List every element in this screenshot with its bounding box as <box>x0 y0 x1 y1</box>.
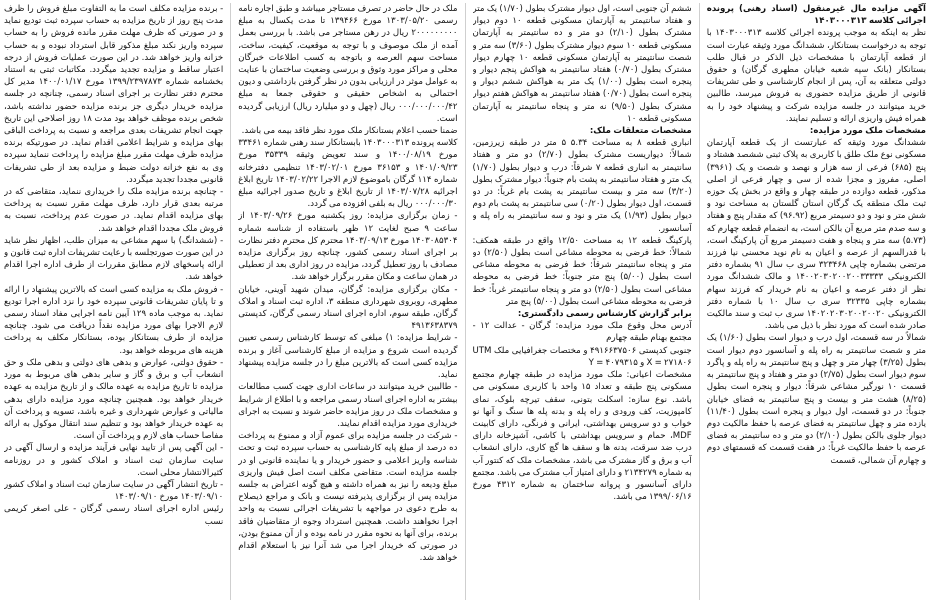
section-heading: مشخصات متعلقات ملک: <box>589 126 692 137</box>
notice-paragraph: ششم آن جنوبی است، اول دیوار مشترک بطول (۱/۷۰) یک متر و هفتاد سانتیمتر به آپارتمان مسکونی قطعه ۱۰ دوم دیوار مشترک بطول (۲/۱۰) دو متر و ده سانتیمتر به آپارتمان مسکونی قطعه ۱۰ سوم دیوار مشترک بطول (۳/۶۰) سه متر و شصت سانتیمتر به آپارتمان مسکونی قطعه ۱۰ چهارم دیوار مشترک بطول (۰/۷۰) هفتاد سانتیمتر به هواکش پنجم دیوار و پنجره است بطول (۱/۰۰) یک متر به هواکش ششم دیوار و پنجره است بطول (۰/۷۰) هفتاد سانتیمتر به هواکش هفتم دیوار مشترک بطول (۹/۵۰) نه متر و پنجاه سانتیمتر به آپارتمان مسکونی قطعه ۱۰ <box>472 4 692 124</box>
notice-paragraph: - زمان برگزاری مزایده: روز یکشنبه مورخ ۱۴۰۳/۰۹/۲۶ از ساعت ۹ صبح لغایت ۱۲ ظهر باستفاده از شناسه شماره ۱۴۰۳۰۸۵۳۰۴ مورخ ۱۴۰۳/۰۹/۱۳ محترم کل محترم دفتر نظارت بر اجرای اسناد رسمی کشور، چنانچه روز برگزاری مزایده مصادف با روز تعطیل گردد، مزایده در روز اداری بعد از تعطیلی در همان ساعت و مکان مقرر برگزار خواهد شد. <box>238 211 458 283</box>
notice-paragraph: انباری قطعه ۸ به مساحت ۵.۳۴ ۵ متر در طبقه زیرزمین، شمالاً: دیواریست مشترک بطول (۲/۷۰) دو متر و هفتاد سانتیمتر به انباری قطعه ۷ شرقاً: درب و دیوار بطول (۱/۷۰) یک متر و هفتاد سانتیمتر به پشت بام جنوباً: دیوار مشترک بطول (۳/۲۰) سه متر و بیست سانتیمتر به پشت بام غرباً: در دو قسمت، اول دیوار بطول (۰/۲۰) سی سانتیمتر به پشت بام دوم دیوار بطول (۱/۹۳) یک متر و نود و سه سانتیمتر به راه پله و آسانسور. <box>472 138 692 234</box>
notice-column-3 <box>238 3 457 600</box>
column-divider <box>230 3 231 600</box>
notice-paragraph: - چنانچه برنده مزایده ملک را خریداری ننماید، متقاضی که در مرتبه بعدی قرار دارد، ظرف مهلت مقرر نسبت به پرداخت بهای مزایده اقدام نماید. در صورت عدم پرداخت، نسبت به فروش ملک مجددا اقدام خواهد شد. <box>4 187 224 234</box>
notice-paragraph: - فروش ملک به مزایده کسی است که بالاترین پیشنهاد را ارائه و تا پایان تشریفات قانونی سپرده خود را نزد اداره اجرا تودیع نماید. به موجب ماده ۱۲۹ آیین نامه اجرایی مفاد اسناد رسمی لازم الاجرا بهای مورد مزایده نقداً دریافت می شود. چنانچه مزایده از طرف بستانکار بوده، بستانکار مکلف به پرداخت هزینه های مربوطه خواهد بود. <box>4 284 224 356</box>
notice-paragraph: ششدانگ مورد وثیقه که عبارتست از یک قطعه آپارتمان مسکونی نوع ملک طلق با کاربری به پلاک ثبتی ششصد هشتاد و پنج (۶۸۵) فرعی از سه هزار و نهصد و شصت و یک (۳۹۶۱) اصلی، مفروز و مجزا شده از سی و چهار فرعی از اصلی مذکور، قطعه دوازده در طبقه چهار و واقع در بخش یک حوزه ثبت ملک منطقه یک گرگان استان گلستان به مساحت نود و شش متر و نود و دو دسیمتر مربع (۹۶.۹۲) که مقدار پنج و هفتاد و سه صدم متر مربع آن بالکن است، به انضمام قطعه چهارم که (۵.۷۳) سه متر و پنجاه و هفت دسیمتر مربع آن پارکینگ است، با قدرالسهم از عرصه و اعیان به نام نوید محسنی نیا فرزند مرتضی بشماره چاپی ۳۲۳۴۶۸ سری ب سال ۹۱ بشماره دفتر الکترونیکی ۱۴۰۰۲۰۳۰۲۰۰۲۰۰۳۳۳۳۳ و مالک ششدانگ مورد نظر از دفتر عرصه و اعیان به نام خریدار که فرزند سهام بشماره چاپی ۳۲۳۳۵ سری ب سال ۱۰ با شماره دفتر الکترونیکی ۱۴۰۲۰۲۰۳۰۲۰۰۲۰۰۲۰ سری ب ثبت و سند مالکیت صادر شده است که مورد نظر با ذیل می باشد. <box>706 138 926 332</box>
notice-title: آگهی مزایده مال غیرمنقول (اسناد رهنی) پرونده اجرائی کلاسه ۱۴۰۳۰۰۰۳۱۳ <box>706 4 926 27</box>
notice-paragraph: کلاسه پرونده ۱۴۰۳۰۰۰۳۱۳ بابستانکار سند رهنی شماره ۳۳۴۶۱ مورخ ۱۴۰۰/۰۸/۱۹ و سند تعویض وثیقه ۳۵۳۳۹ مورخ ۱۴۰۱/۰۹/۲۳ و ۳۶۱۵۳ مورخ ۱۴۰۳/۰۲/۰۱ تنظیمی دفترخانه شماره ۱۱۴ گرگان باموضوع لازم الاجرا ۱۴۰۳/۰۲/۲۲ تاریخ ابلاغ اجرائیه ۱۴۰۳/۰۷/۲۸ از تاریخ ابلاغ و تاریخ صدور اجرائیه مبلغ ۰۰۰/۰۰۰/۳۰ ریال به بلفی افزوده می گردد. <box>238 138 458 210</box>
notice-column-4 <box>4 3 223 600</box>
notice-paragraph: شمالاً در سه قسمت، اول درب و دیوار است بطول (۱/۶۰) یک متر و شصت سانتیمتر به راه پله و آسانسور دوم دیوار است بطول (۳/۲۵) چهار متر و چهل و پنج سانتیمتر به راه پله و پاگرد سوم دیوار است بطول (۲/۷۵) دو متر و هفتاد و پنج سانتیمتر به قسمت ۱۰ نورگیر مشاعی شرقاً: دیوار و پنجره است بطول (۸/۲۵) هشت متر و بیست و پنج سانتیمتر به فضای خیابان جنوباً: در دو قسمت، اول دیوار و پنجره است بطول (۱۱/۴۰) یازده متر و چهل سانتیمتر به فضای عرصه با حفظ مالکیت دوم دیوار جلوی بالکن بطول (۲/۱۰) دو متر و ده سانتیمتر به فضای عرصه با حفظ مالکیت غرباً: در هفت قسمت که قسمتهای دوم و چهارم آن شمالی، قسمت <box>706 333 926 466</box>
notice-signature: رئیس اداره اجرای اسناد رسمی گرگان - علی اصغر کریمی نسب <box>4 504 224 527</box>
notice-paragraph: - برنده مزایده مکلف است ما به التفاوت مبلغ فروش را ظرف مدت پنج روز از تاریخ مزایده به حساب سپرده ثبت تودیع نماید و در صورتی که ظرف مهلت مقرر مانده فروش را به حساب سپرده واریز نکند مبلغ مذکور قابل استرداد نبوده و به حساب خزانه واریز خواهد شد. در این صورت عملیات فروش از درجه اعتبار ساقط و مزایده تجدید میگردد. مکاتبات ثبتی به استناد بخشنامه شماره ۱۳۹۹/۲۳۹۷۸۷۳ مورخ ۱۴۰۰/۰۱/۱۷ مدیر کل محترم دفتر نظارت بر اجرای اسناد رسمی، چنانچه در جلسه مزایده خریدار دیگری جز برنده مزایده حضور نداشته باشد، شخص برنده موظف خواهد بود مدت ۱۸ روز اصلاحی این تاریخ جهت انجام تشریفات بعدی مراجعه و نسبت به پرداخت الباقی بهای مزایده و شرایط اعلامی اقدام نماید. در صورتیکه برنده مزایده ظرف مهلت مقرر مبلغ مزایده را پرداخت ننماید سپرده وی به نفع خزانه دولت ضبط و مزایده بعد از طی تشریفات قانونی مجددا تجدید میگردد. <box>4 4 224 185</box>
column-divider <box>699 3 700 600</box>
notice-intro: نظر به اینکه به موجب پرونده اجرائی کلاسه ۱۴۰۳۰۰۰۳۱۳ با توجه به درخواست بستانکار، ششدانگ مورد وثیقه عبارت است از قطعه آپارتمان با مشخصات ذیل الذکر در قبال طلب بستانکار (بانک سپه شعبه خیابان مطهری گرگان) و حقوق دولتی متعلقه به آن، پس از انجام کارشناسی و طی تشریفات قانونی از طریق مزایده حضوری به فروش میرسد، طالبین خرید میتوانند در جلسه مزایده شرکت و پیشنهاد خود را به همراه فیش واریزی ارائه و تسلیم نمایند. <box>706 28 926 124</box>
section-heading: مشخصات ملک مورد مزایده: <box>809 126 926 137</box>
notice-paragraph: - شرایط مزایده: ۱) مبلغی که توسط کارشناس رسمی تعیین گردیده است شروع و مزایده از مبلغ کارشناسی آغاز و برنده مزایده کسی است که بالاترین مبلغ را در جلسه مزایده پیشنهاد نماید. <box>238 333 458 381</box>
notice-paragraph: - این آگهی پس از تایید نهایی فرآیند مزایده و ارسال آگهی در سایت سازمان ثبت اسناد و املاک کشور و در روزنامه کثیرالانتشار محلی است. <box>4 443 224 478</box>
notice-paragraph: - شرکت در جلسه مزایده برای عموم آزاد و ممنوع به پرداخت ده درصد از مبلغ پایه کارشناسی به حساب سپرده ثبت و تحت شناسه واریز اعلامی و حضور خریدار و یا نماینده قانونی او در جلسه مزایده است. متقاضی مکلف است اصل فیش واریزی مبلغ ودیعه را نیز به همراه داشته و هیچ گونه اعتراض به جلسه مزایده پس از برگزاری پذیرفته نیست و بانک و مراجع ذیصلاح به طرح دعوی در مواجهه با تشریفات اجرائی نسبت به واحد اجرا نخواهند داشت. همچنین استرداد وجوه از متقاضیان فاقد برنده، برای آنها به نحوه مقرر در نامه بوده و از آن ممنوع بودن، در صورتی که خریدار اجرا می شد آنرا نیز با استعلام اقدام خواهد شد. <box>238 431 458 564</box>
notice-paragraph: - طالبین خرید میتوانند در ساعات اداری جهت کسب مطالعات بیشتر به اداره اجرای اسناد رسمی مراجعه و با اطلاع از شرایط و مشخصات ملک در روز مزایده حاضر شوند و نسبت به اجرای خریداری مورد مزایده اقدام نمایند. <box>238 382 458 429</box>
notice-paragraph: ملک در حال حاضر در تصرف مستاجر میباشد و طبق اجاره نامه رسمی ۱۳۰۳/۰۵/۲۰ مورخ ۱۳۹۴۶۶ تا مدت یکسال به مبلغ ۲۰۰۰۰۰۰۰۰۰ ریال در رهن مستاجر می باشد. با بررسی بعمل آمده از ملک موصوف و با توجه به موقعیت، کیفیت، ساخت، مساحت سهم العرصه و باتوجه به کسب اطلاعات خبرگان محلی و مراکز مورد وثوق و بررسی وضعیت ساختمان با عنایت به عوامل موثر در ارزیابی بدون در نظر گرفتن بازداشتی و دیون احتمالی به اشخاص حقیقی و حقوقی جمعا به مبلغ ۰۰۰/۰۰۰/۰۰۰/۴۲ ریال (چهل و دو میلیارد ریال) ارزیابی گردیده است. <box>238 4 458 124</box>
notice-paragraph: آدرس محل وقوع ملک مورد مزایده: گرگان - عدالت ۱۲ - مجتمع بهنام طبقه چهارم <box>472 321 692 344</box>
notice-paragraph: ضمنا حسب اعلام بستانکار ملک مورد نظر فاقد بیمه می باشد. <box>241 126 458 137</box>
column-divider <box>465 3 466 600</box>
notice-paragraph: - تاریخ انتشار آگهی در سایت سازمان ثبت اسناد و املاک کشور ۱۴۰۳/۰۹/۱۰ مورخ ۱۴۰۳/۰۹/۱۰ <box>4 479 224 503</box>
notice-column-2 <box>473 3 692 600</box>
notice-column-1 <box>707 3 926 600</box>
notice-paragraph: - (ششدانگ) با سهم مشاعی به میزان طلب، اظهار نظر شاید در این صورت صورتجلسه با رعایت تشریفات اداره ثبت قانون و ارائه پاسخهای لازم مطابق مقررات از طرف اداره اجرا اقدام خواهد شد. <box>4 235 224 283</box>
notice-paragraph: جنوبی کدپستی ۴۹۱۶۶۳۷۵۰۶ و مختصات جغرافیایی ملک UTM X = ۲۷۱۸۰۶ و Y = ۴۰۷۹۳۱۵ <box>472 345 692 368</box>
section-heading: برابر گزارش کارشناس رسمی دادگستری: <box>517 309 692 320</box>
notice-paragraph: مشخصات اعیانی: ملک مورد مزایده در طبقه چهارم مجتمع مسکونی پنج طبقه و تعداد ۱۵ واحد با کاربری مسکونی می باشد. نوع سازه: اسکلت بتونی، سقف تیرچه بلوک، نمای کامپوزیت، کف ورودی و راه پله و بدنه پله ها سنگ و آنها نو خواب و دو سرویس بهداشتی، ایرانی و فرنگی، دارای کابینت MDF، حمام و سرویس بهداشتی با کاشی، آشپزخانه دارای درب ضد سرقت، بدنه ها و سقف ها گچ کاری، دارای انشعاب آب و برق و گاز مشترک می باشد، مشخصات ملک که کنتور آب به شماره ۲۱۳۴۲۷۹ و دارای امتیاز آب مشترک می باشد. مجتمع دارای آسانسور و پروانه ساختمان به شماره ۴۳۱۲ مورخ ۱۳۹۹/۰۶/۱۶ می باشد. <box>472 370 692 503</box>
notice-paragraph: - حقوق دولتی، عوارض و بدهی های دولتی و بدهی ملک و حق انشعاب آب و برق و گاز و سایر بدهی های مربوط به مورد مزایده تا تاریخ مزایده به عهده مالک و از تاریخ مزایده به عهده خریدار خواهد بود. همچنین چنانچه مورد مزایده دارای بدهی مالیاتی و عوارض شهرداری و غیره باشد، تسویه و پرداخت آن به عهده خریدار خواهد بود و تنظیم سند انتقال موکول به ارائه مفاصا حساب های لازم و پرداخت آن است. <box>4 357 224 442</box>
notice-paragraph: - مکان برگزاری مزایده: گرگان، میدان شهید آوینی، خیابان مطهری، روبروی شهرداری منطقه ۳، اداره ثبت اسناد و املاک گرگان، طبقه سوم، اداره اجرای اسناد رسمی گرگان، کدپستی ۴۹۱۳۶۳۸۳۷۹ <box>238 284 458 332</box>
notice-paragraph: پارکینگ قطعه ۱۲ به مساحت ۱۲/۵۰ واقع در طبقه همکف: شمالاً: خط فرضی به محوطه مشاعی است بطول (۲/۵۰) دو متر و پنجاه سانتیمتر شرقاً: خط فرضی به محوطه مشاعی است بطول (۵/۰۰) پنج متر جنوباً: خط فرضی به محوطه مشاعی است بطول (۲/۵۰) دو متر و پنجاه سانتیمتر غرباً: خط فرضی به محوطه مشاعی است بطول (۵/۰۰) پنج متر <box>472 235 692 307</box>
